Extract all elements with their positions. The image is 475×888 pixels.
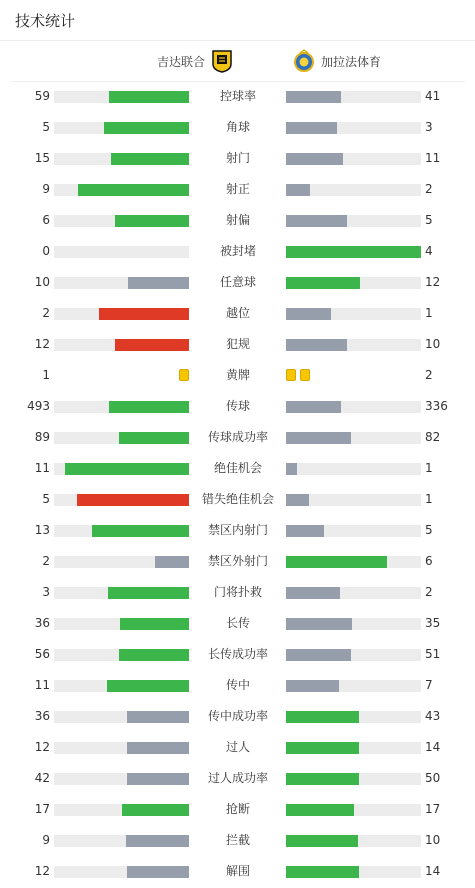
stat-row <box>0 608 475 639</box>
away-bar-track <box>286 277 421 289</box>
stat-row <box>0 732 475 763</box>
stat-row <box>0 236 475 267</box>
away-bar-track <box>286 339 421 351</box>
stat-row <box>0 515 475 546</box>
stat-row <box>0 453 475 484</box>
stat-row <box>0 670 475 701</box>
away-bar-track <box>286 618 421 630</box>
stat-row <box>0 298 475 329</box>
stat-label: 被封堵 <box>219 244 256 258</box>
stats-list <box>0 81 475 887</box>
away-bar-track <box>286 308 421 320</box>
home-value: 493 <box>27 399 50 413</box>
home-yellow-cards <box>179 369 189 382</box>
stat-label: 过人成功率 <box>207 771 268 785</box>
home-value: 56 <box>34 647 50 661</box>
away-bar-track <box>286 680 421 692</box>
away-bar-track <box>286 91 421 103</box>
away-value: 14 <box>425 864 441 878</box>
away-bar <box>286 525 324 537</box>
home-value: 9 <box>42 182 50 196</box>
stat-row <box>0 577 475 608</box>
home-value: 10 <box>34 275 50 289</box>
away-bar <box>286 742 359 754</box>
stat-row <box>0 143 475 174</box>
home-value: 12 <box>34 864 50 878</box>
away-value: 5 <box>425 523 433 537</box>
away-value: 50 <box>425 771 441 785</box>
home-value: 89 <box>34 430 50 444</box>
away-bar-track <box>286 494 421 506</box>
home-bar-track <box>54 494 189 506</box>
stat-label: 长传 <box>225 616 250 630</box>
stat-label: 犯规 <box>225 337 250 351</box>
away-value: 1 <box>425 461 433 475</box>
home-bar <box>127 866 189 878</box>
stat-label: 射正 <box>225 182 250 196</box>
away-bar <box>286 587 340 599</box>
away-value: 1 <box>425 306 433 320</box>
stat-label: 错失绝佳机会 <box>201 492 274 506</box>
away-bar-track <box>286 649 421 661</box>
home-bar <box>115 339 189 351</box>
home-bar <box>92 525 189 537</box>
away-bar-track <box>286 556 421 568</box>
away-value: 12 <box>425 275 441 289</box>
home-value: 15 <box>34 151 50 165</box>
home-value: 36 <box>34 616 50 630</box>
home-bar <box>128 277 189 289</box>
away-bar-track <box>286 711 421 723</box>
home-bar-track <box>54 866 189 878</box>
away-value: 1 <box>425 492 433 506</box>
away-value: 2 <box>425 182 433 196</box>
home-bar <box>120 618 189 630</box>
away-bar-track <box>286 866 421 878</box>
away-bar <box>286 432 351 444</box>
home-value: 2 <box>42 306 50 320</box>
home-value: 0 <box>42 244 50 258</box>
home-value: 12 <box>34 337 50 351</box>
away-bar-track <box>286 525 421 537</box>
stat-label: 越位 <box>225 306 250 320</box>
stat-label: 绝佳机会 <box>213 461 262 475</box>
stat-label: 过人 <box>225 740 250 754</box>
stat-row <box>0 267 475 298</box>
stat-row <box>0 205 475 236</box>
home-bar-track <box>54 308 189 320</box>
away-bar-track <box>286 432 421 444</box>
home-bar <box>108 587 189 599</box>
home-bar-track <box>54 556 189 568</box>
home-team[interactable] <box>157 49 233 73</box>
home-value: 17 <box>34 802 50 816</box>
away-bar <box>286 246 421 258</box>
away-bar-track <box>286 215 421 227</box>
home-bar <box>107 680 189 692</box>
home-bar-track <box>54 463 189 475</box>
away-value: 10 <box>425 833 441 847</box>
stat-label: 黄牌 <box>225 368 250 382</box>
home-value: 13 <box>34 523 50 537</box>
home-bar-track <box>54 835 189 847</box>
away-value: 17 <box>425 802 441 816</box>
home-value: 11 <box>34 461 50 475</box>
home-bar-track <box>54 680 189 692</box>
home-value: 12 <box>34 740 50 754</box>
away-bar <box>286 308 331 320</box>
home-value: 3 <box>42 585 50 599</box>
stat-row <box>0 329 475 360</box>
away-value: 2 <box>425 368 433 382</box>
home-bar-track <box>54 649 189 661</box>
stat-label: 传中成功率 <box>207 709 268 723</box>
away-bar-track <box>286 463 421 475</box>
home-bar-track <box>54 246 189 258</box>
page-title: 技术统计 <box>15 12 76 30</box>
home-bar-track <box>54 122 189 134</box>
away-bar-track <box>286 153 421 165</box>
home-bar <box>127 773 189 785</box>
home-bar <box>127 711 189 723</box>
away-bar-track <box>286 184 421 196</box>
stat-row <box>0 81 475 112</box>
away-value: 7 <box>425 678 433 692</box>
stat-label: 抢断 <box>225 802 250 816</box>
home-bar <box>78 184 189 196</box>
teams-header <box>10 41 465 82</box>
yellow-card-icon <box>300 369 310 381</box>
away-value: 35 <box>425 616 441 630</box>
home-team-name: 吉达联合 <box>156 54 205 69</box>
home-value: 9 <box>42 833 50 847</box>
home-bar-track <box>54 401 189 413</box>
stat-row <box>0 484 475 515</box>
stat-label: 传球成功率 <box>207 430 268 444</box>
stat-label: 禁区外射门 <box>207 554 268 568</box>
home-bar <box>99 308 189 320</box>
home-bar-track <box>54 184 189 196</box>
home-bar <box>127 742 189 754</box>
away-bar-track <box>286 401 421 413</box>
away-value: 3 <box>425 120 433 134</box>
home-value: 36 <box>34 709 50 723</box>
stat-label: 门将扑救 <box>213 585 262 599</box>
away-bar-track <box>286 773 421 785</box>
away-bar-track <box>286 835 421 847</box>
away-bar <box>286 649 351 661</box>
stat-row <box>0 422 475 453</box>
away-value: 5 <box>425 213 433 227</box>
away-value: 10 <box>425 337 441 351</box>
away-bar-track <box>286 122 421 134</box>
away-bar <box>286 184 310 196</box>
home-bar <box>155 556 189 568</box>
away-value: 43 <box>425 709 441 723</box>
home-value: 59 <box>34 89 50 103</box>
away-bar <box>286 711 359 723</box>
away-value: 4 <box>425 244 433 258</box>
away-bar <box>286 773 359 785</box>
away-value: 2 <box>425 585 433 599</box>
stat-row <box>0 794 475 825</box>
away-value: 11 <box>425 151 441 165</box>
away-bar <box>286 339 347 351</box>
home-bar <box>109 91 189 103</box>
stat-label: 传球 <box>225 399 250 413</box>
stat-label: 解围 <box>225 864 250 878</box>
home-bar <box>115 215 189 227</box>
home-bar-track <box>54 525 189 537</box>
away-value: 41 <box>425 89 441 103</box>
stat-label: 角球 <box>225 120 250 134</box>
away-bar <box>286 122 337 134</box>
away-team-name: 加拉法体育 <box>321 54 382 69</box>
home-bar <box>65 463 189 475</box>
home-value: 5 <box>42 492 50 506</box>
stat-row <box>0 112 475 143</box>
away-bar <box>286 804 354 816</box>
home-value: 6 <box>42 213 50 227</box>
yellow-card-icon <box>286 369 296 381</box>
home-bar <box>126 835 189 847</box>
stat-row <box>0 825 475 856</box>
away-bar <box>286 463 297 475</box>
stat-row <box>0 391 475 422</box>
away-bar <box>286 866 359 878</box>
home-value: 42 <box>34 771 50 785</box>
home-value: 11 <box>34 678 50 692</box>
away-bar-track <box>286 742 421 754</box>
stat-label: 控球率 <box>219 89 256 103</box>
home-value: 2 <box>42 554 50 568</box>
home-bar <box>119 432 189 444</box>
away-bar-track <box>286 804 421 816</box>
away-bar <box>286 215 347 227</box>
stat-row <box>0 763 475 794</box>
away-bar <box>286 556 387 568</box>
stat-row <box>0 701 475 732</box>
away-bar <box>286 680 339 692</box>
away-value: 82 <box>425 430 441 444</box>
home-bar-track <box>54 587 189 599</box>
away-bar-track <box>286 587 421 599</box>
stat-label: 任意球 <box>219 275 256 289</box>
away-value: 14 <box>425 740 441 754</box>
away-bar <box>286 153 343 165</box>
home-bar-track <box>54 432 189 444</box>
stat-label: 射偏 <box>225 213 250 227</box>
home-bar <box>104 122 189 134</box>
home-value: 5 <box>42 120 50 134</box>
away-value: 6 <box>425 554 433 568</box>
stat-label: 拦截 <box>225 833 250 847</box>
home-bar-track <box>54 277 189 289</box>
away-bar <box>286 494 309 506</box>
away-value: 51 <box>425 647 441 661</box>
home-bar-track <box>54 804 189 816</box>
away-bar <box>286 91 341 103</box>
away-bar <box>286 401 341 413</box>
home-value: 1 <box>42 368 50 382</box>
away-bar <box>286 277 360 289</box>
home-bar-track <box>54 742 189 754</box>
home-bar <box>77 494 189 506</box>
home-bar <box>109 401 189 413</box>
stat-row <box>0 639 475 670</box>
stat-label: 射门 <box>225 151 250 165</box>
stat-row <box>0 174 475 205</box>
home-bar <box>119 649 189 661</box>
home-team-logo-icon <box>211 49 233 73</box>
away-team[interactable] <box>293 49 381 73</box>
away-bar <box>286 835 358 847</box>
away-team-logo-icon <box>293 49 315 73</box>
home-bar-track <box>54 711 189 723</box>
home-bar <box>111 153 189 165</box>
home-bar-track <box>54 215 189 227</box>
home-bar-track <box>54 339 189 351</box>
home-bar-track <box>54 773 189 785</box>
yellow-card-icon <box>179 369 189 381</box>
home-bar-track <box>54 91 189 103</box>
away-bar <box>286 618 352 630</box>
away-bar-track <box>286 246 421 258</box>
away-value: 336 <box>425 399 448 413</box>
stat-row <box>0 856 475 887</box>
home-bar-track <box>54 618 189 630</box>
stat-label: 长传成功率 <box>207 647 268 661</box>
stat-row <box>0 360 475 391</box>
stat-row <box>0 546 475 577</box>
home-bar-track <box>54 153 189 165</box>
header <box>0 0 475 41</box>
stat-label: 禁区内射门 <box>207 523 268 537</box>
away-yellow-cards <box>286 369 310 382</box>
home-bar <box>122 804 190 816</box>
stat-label: 传中 <box>225 678 250 692</box>
